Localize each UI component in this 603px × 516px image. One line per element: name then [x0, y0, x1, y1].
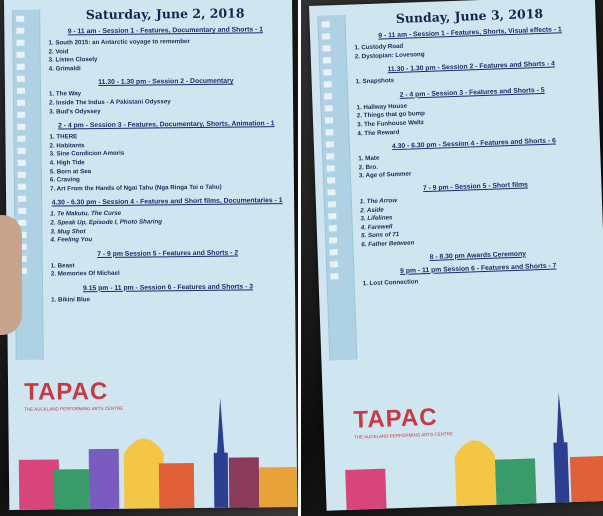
film-list-item: 4. The Reward — [357, 128, 400, 137]
film-list-item: 5. Sons of 71 — [360, 231, 400, 240]
film-list-item: 1. Beast — [50, 261, 75, 270]
session-heading: 9 pm - 11 pm Session 6 - Features and Shorts - 7 — [399, 262, 557, 275]
right-photo — [301, 0, 603, 516]
sunday-schedule — [353, 4, 594, 288]
film-list-item: 1. Te Makutu, The Curse — [50, 210, 122, 218]
film-list-item: 3. Bud's Odyssey — [49, 107, 101, 116]
film-list-item: 2. Habitants — [49, 141, 85, 150]
film-list-item: 2. Speak Up, Episode I, Photo Sharing — [50, 218, 163, 227]
film-list-item: 3. Lifelines — [360, 214, 393, 223]
film-list-item: 4. Feeling You — [50, 236, 93, 244]
film-list-item: 1. The Way — [48, 90, 82, 98]
film-list-item: 4. Farewell — [360, 222, 393, 232]
film-list-item: 6. Father Between — [361, 239, 415, 249]
session-heading: 4.30 - 6.30 pm - Session 4 - Features and Shorts - 6 — [391, 137, 556, 151]
film-strip-decoration — [317, 15, 357, 361]
film-list-item: 2. Memories Of Michael — [50, 270, 120, 278]
film-list-item: 1. THERE — [49, 133, 78, 141]
session-heading: 9 - 11 am - Session 1 - Features, Shorts, Visual effects - 1 — [378, 26, 562, 40]
hand-holding-sheet — [0, 215, 22, 335]
film-list-item: 3. Sine Condicion Amoris — [49, 150, 125, 158]
film-list-item: 1. Custody Road — [354, 42, 404, 52]
saturday-programme-sheet — [4, 0, 297, 510]
city-skyline-illustration — [323, 391, 603, 511]
session-heading: 11.30 - 1.30 pm - Session 2 - Documentary — [98, 77, 234, 87]
film-list-item: 1. Mate — [358, 154, 380, 163]
film-list-item: 1. Hallway House — [356, 102, 408, 112]
film-list-item: 2. Bro. — [358, 163, 379, 172]
film-list-item: 3. The Funhouse Waltz — [357, 119, 425, 129]
film-list-item: 3. Mug Shot — [50, 227, 86, 236]
logo-subtitle: THE AUCKLAND PERFORMING ARTS CENTRE — [353, 431, 454, 440]
session-heading: 2 - 4 pm - Session 3 - Features and Shorts - 5 — [399, 86, 545, 99]
session-heading: 2 - 4 pm - Session 3 - Features, Documentary, Shorts, Animation - 1 — [58, 120, 275, 130]
film-list-item: 5. Born at Sea — [49, 167, 92, 176]
city-skyline-illustration — [8, 397, 297, 510]
sunday-programme-sheet — [309, 0, 603, 511]
film-list-item: 2. Aside — [360, 206, 384, 214]
film-list-item: 3. Age of Summer — [358, 170, 412, 180]
film-list-item: 2. Void — [48, 47, 69, 56]
film-list-item: 1. South 2015: an Antarctic voyage to remember — [48, 38, 190, 47]
sunday-title: Sunday, June 3, 2018 — [395, 5, 544, 26]
session-heading: 7 - 9 pm - Session 5 - Short films — [422, 181, 528, 193]
film-list-item: 1. Snapshots — [355, 77, 395, 86]
film-list-item: 2. Things that go bump — [356, 110, 426, 120]
logo-text: TAPAC — [353, 403, 439, 434]
film-list-item: 1. The Arrow — [359, 196, 398, 206]
film-list-item: 6. Craving — [49, 176, 80, 184]
film-list-item: 2. Inside The Indus - A Pakistani Odyssey — [49, 98, 171, 107]
session-heading: 7 - 9 pm Session 5 - Features and Shorts - 2 — [97, 249, 239, 258]
film-list-item: 1. Lost Connection — [362, 277, 419, 287]
session-heading: 8 - 8.30 pm Awards Ceremony — [429, 250, 527, 261]
saturday-title: Saturday, June 2, 2018 — [85, 5, 245, 23]
session-heading: 9 - 11 am - Session 1 - Features, Documentary and Shorts - 1 — [67, 26, 264, 36]
left-photo — [0, 0, 298, 516]
film-list-item: 7. Art From the Hands of Ngai Tahu (Nga Ringa Toi o Tahu) — [49, 183, 222, 193]
film-list-item: 4. Grimaldi — [48, 64, 81, 73]
film-list-item: 3. Listen Closely — [48, 56, 98, 64]
saturday-schedule — [48, 5, 285, 305]
film-list-item: 1. Bikini Blue — [51, 295, 91, 304]
film-list-item: 4. High Tide — [49, 159, 85, 167]
logo-subtitle: THE AUCKLAND PERFORMING ARTS CENTRE — [24, 405, 124, 412]
session-heading: 9.15 pm - 11 pm - Session 6 - Features and Shorts - 3 — [82, 283, 254, 293]
logo-text: TAPAC — [23, 377, 109, 406]
film-list-item: 2. Dystopian: Lovesong — [354, 50, 425, 61]
session-heading: 11.30 - 1.30 pm - Session 2 - Features and Shorts - 4 — [387, 60, 555, 74]
session-heading: 4.30 - 6.30 pm - Session 4 - Features and Short films, Documentaries - 1 — [51, 197, 283, 207]
